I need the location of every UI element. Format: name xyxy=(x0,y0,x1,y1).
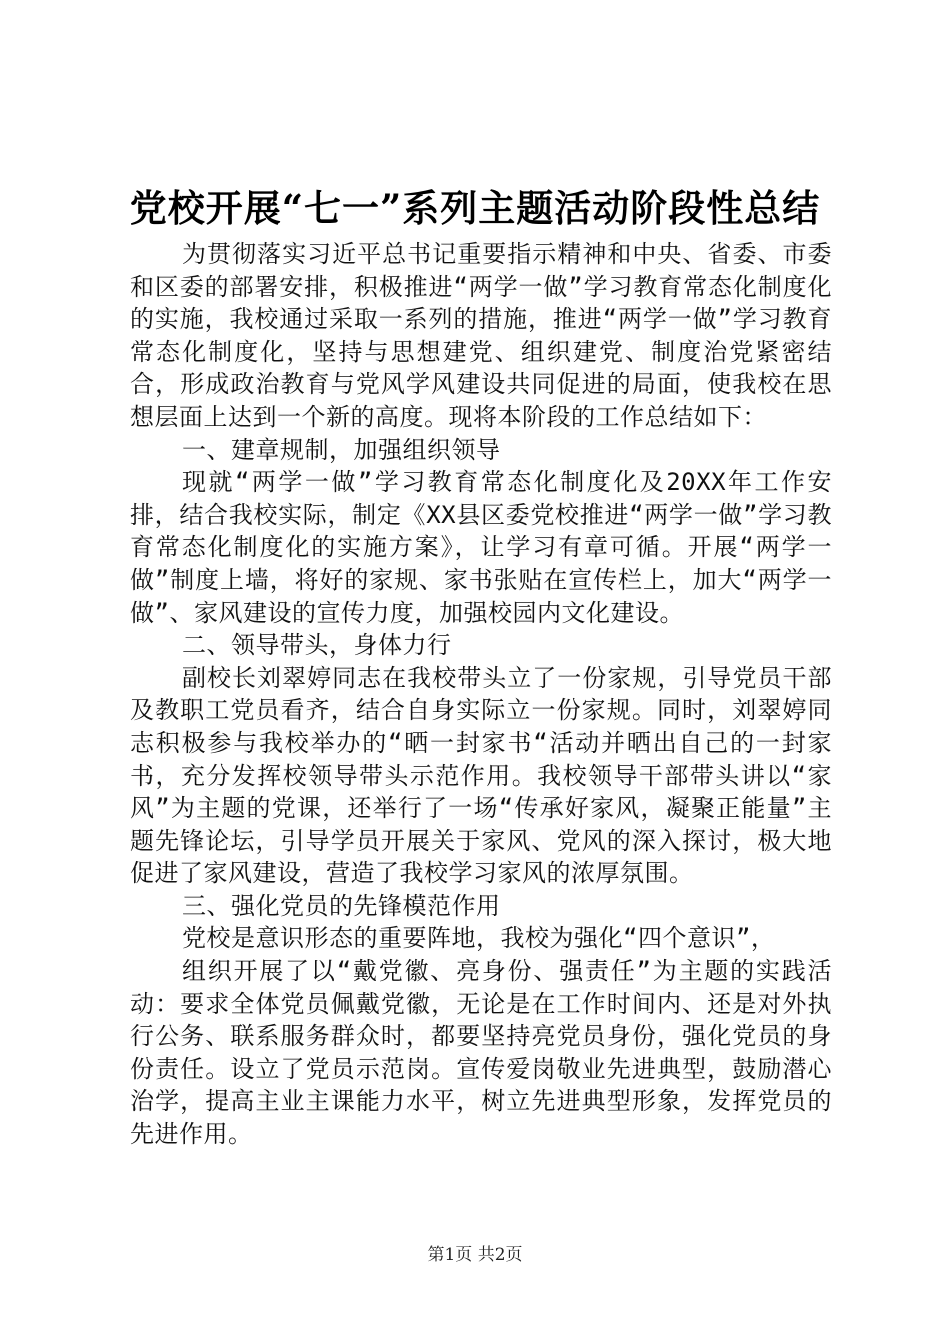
section-paragraph-1: 现就“两学一做”学习教育常态化制度化及20XX年工作安排，结合我校实际，制定《XX县区委党校推进“两学一做”学习教育常态化制度化的实施方案》，让学习有章可循。开展“两学一做”制度上墙，将好的家规、家书张贴在宣传栏上，加大“两学一做”、家风建设的宣传力度，加强校园内文化建设。 xyxy=(130,468,832,627)
section-paragraph-2: 副校长刘翠婷同志在我校带头立了一份家规，引导党员干部及教职工党员看齐，结合自身实际立一份家规。同时，刘翠婷同志积极参与我校举办的“晒一封家书“活动并晒出自己的一封家书，充分发挥校领导带头示范作用。我校领导干部带头讲以“家风”为主题的党课，还举行了一场“传承好家风，凝聚正能量”主题先锋论坛，引导学员开展关于家风、党风的深入探讨，极大地促进了家风建设，营造了我校学习家风的浓厚氛围。 xyxy=(130,663,832,888)
section-heading-3: 三、强化党员的先锋模范作用 xyxy=(182,891,501,920)
document-title: 党校开展“七一”系列主题活动阶段性总结 xyxy=(129,186,821,230)
intro-paragraph: 为贯彻落实习近平总书记重要指示精神和中央、省委、市委和区委的部署安排，积极推进“两学一做”学习教育常态化制度化的实施，我校通过采取一系列的措施，推进“两学一做”学习教育常态化制度化，坚持与思想建党、组织建党、制度治党紧密结合，形成政治教育与党风学风建设共同促进的局面，使我校在思想层面上达到一个新的高度。现将本阶段的工作总结如下： xyxy=(130,240,832,431)
page-number-footer: 第1页 共2页 xyxy=(427,1245,523,1265)
section-heading-2: 二、领导带头，身体力行 xyxy=(182,631,452,660)
section-heading-1: 一、建章规制，加强组织领导 xyxy=(182,435,501,464)
section-paragraph-3a: 党校是意识形态的重要阵地，我校为强化“四个意识”， xyxy=(182,924,776,953)
document-body xyxy=(130,238,832,1151)
section-paragraph-3b: 组织开展了以“戴党徽、亮身份、强责任”为主题的实践活动：要求全体党员佩戴党徽，无论是在工作时间内、还是对外执行公务、联系服务群众时，都要坚持亮党员身份，强化党员的身份责任。设立了党员示范岗。宣传爱岗敬业先进典型，鼓励潜心治学，提高主业主课能力水平，树立先进典型形象，发挥党员的先进作用。 xyxy=(130,957,832,1149)
